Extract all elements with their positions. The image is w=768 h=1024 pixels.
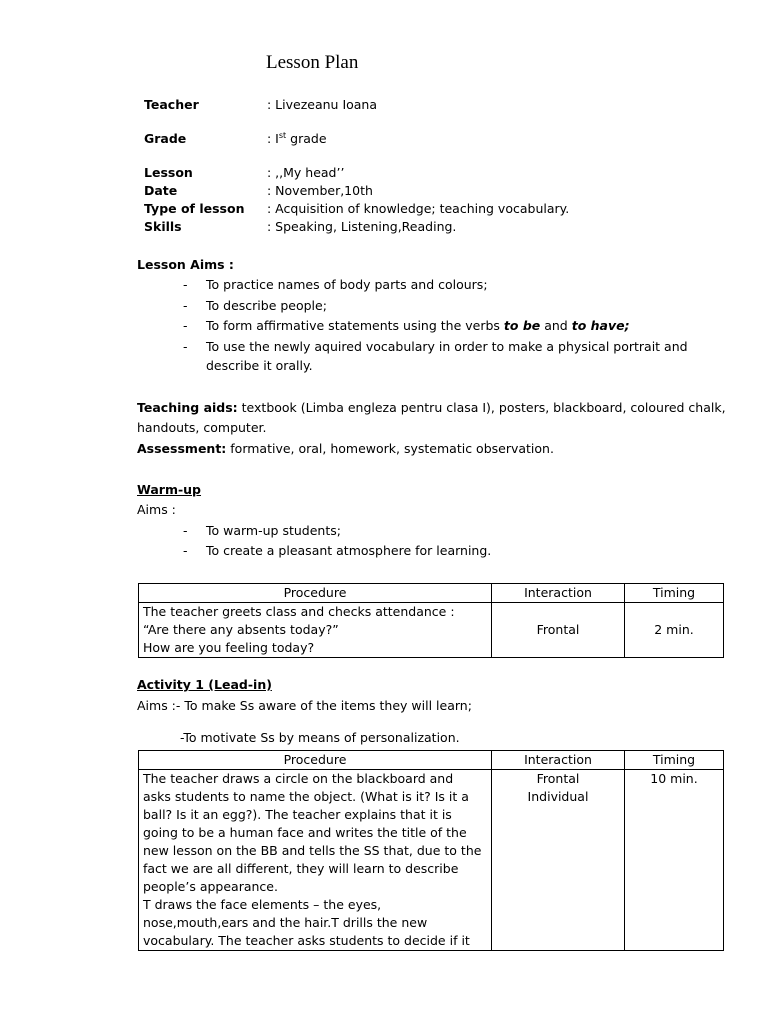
- page-title: Lesson Plan: [266, 52, 359, 73]
- procedure-header: Procedure: [139, 584, 492, 603]
- date-label: Date: [144, 183, 178, 198]
- aim-item-4-line-2: describe it orally.: [206, 358, 313, 373]
- skills-label: Skills: [144, 219, 182, 234]
- type-value: : Acquisition of knowledge; teaching vocabulary.: [267, 201, 570, 216]
- bullet-dash: -: [183, 298, 188, 313]
- procedure-cell: The teacher draws a circle on the blackboard and asks students to name the object. (What is it? Is it a ball? Is it an egg?). The teacher explains that it is going to be a human face and writes the title of the new lesson on the BB and tells the SS that, due to the fact we are all different, they will learn to describe people’s appearance. T draws the face elements – the eyes, nose,mouth,ears and the hair.T drills the new vocabulary. The teacher asks students to decide if it: [139, 770, 492, 951]
- bullet-dash: -: [183, 543, 188, 558]
- warmup-item-2: To create a pleasant atmosphere for learning.: [206, 543, 492, 558]
- grade-label: Grade: [144, 131, 187, 146]
- activity1-table: [138, 750, 724, 951]
- timing-cell: 10 min.: [625, 770, 724, 951]
- teaching-aids-line-2: handouts, computer.: [137, 420, 267, 435]
- lesson-value: : ,,My head’’: [267, 165, 345, 180]
- grade-value: : Ist grade: [267, 131, 327, 146]
- bullet-dash: -: [183, 277, 188, 292]
- aim-item-1: To practice names of body parts and colours;: [206, 277, 488, 292]
- type-label: Type of lesson: [144, 201, 245, 216]
- timing-cell: 2 min.: [625, 603, 724, 658]
- procedure-header: Procedure: [139, 751, 492, 770]
- bullet-dash: -: [183, 339, 188, 354]
- aim-item-2: To describe people;: [206, 298, 327, 313]
- timing-header: Timing: [625, 751, 724, 770]
- warmup-table: [138, 583, 724, 658]
- activity1-heading: Activity 1 (Lead-in): [137, 677, 272, 692]
- teaching-aids-line-1: Teaching aids: textbook (Limba engleza pentru clasa I), posters, blackboard, coloured chalk,: [137, 400, 726, 415]
- warmup-item-1: To warm-up students;: [206, 523, 341, 538]
- activity1-aims-line-1: Aims :- To make Ss aware of the items they will learn;: [137, 698, 472, 713]
- bullet-dash: -: [183, 318, 188, 333]
- skills-value: : Speaking, Listening,Reading.: [267, 219, 457, 234]
- teacher-value: : Livezeanu Ioana: [267, 97, 378, 112]
- interaction-cell: Frontal: [492, 603, 625, 658]
- lesson-aims-heading: Lesson Aims :: [137, 257, 234, 272]
- interaction-cell: Frontal Individual: [492, 770, 625, 951]
- table-row: [139, 770, 724, 951]
- aim-item-4-line-1: To use the newly aquired vocabulary in order to make a physical portrait and: [206, 339, 688, 354]
- teacher-label: Teacher: [144, 97, 199, 112]
- interaction-header: Interaction: [492, 584, 625, 603]
- activity1-aims-line-2: -To motivate Ss by means of personalization.: [180, 730, 460, 745]
- aim-item-3: To form affirmative statements using the verbs to be and to have;: [206, 318, 630, 333]
- table-row: [139, 603, 724, 658]
- interaction-header: Interaction: [492, 751, 625, 770]
- timing-header: Timing: [625, 584, 724, 603]
- warmup-aims-label: Aims :: [137, 502, 176, 517]
- lesson-label: Lesson: [144, 165, 193, 180]
- warmup-heading: Warm-up: [137, 482, 202, 497]
- bullet-dash: -: [183, 523, 188, 538]
- procedure-cell: The teacher greets class and checks attendance : “Are there any absents today?” How are you feeling today?: [139, 603, 492, 658]
- assessment-line: Assessment: formative, oral, homework, systematic observation.: [137, 441, 554, 456]
- date-value: : November,10th: [267, 183, 373, 198]
